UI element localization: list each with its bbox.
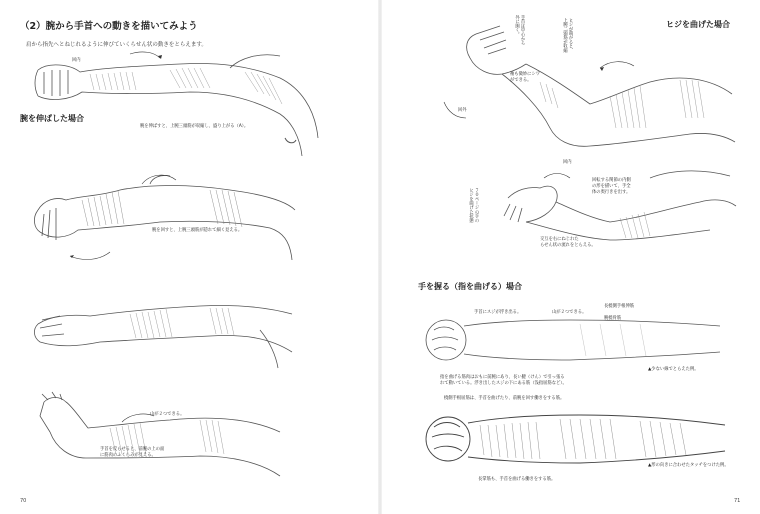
fist-sketch-2 <box>420 395 740 490</box>
label-kaigai: 回外 <box>458 108 467 113</box>
arm-sketch-1 <box>30 48 320 158</box>
note-biceps <box>562 18 573 78</box>
flexor-text: は、手首を曲げたり、前腕を回す働きをする筋。 <box>469 396 565 401</box>
note-spiral-line1: 交互を右にねじれた <box>540 237 579 242</box>
note-b-line2: 上腕二頭筋が収縮 <box>562 18 568 53</box>
caption-fig4-line2: に筋肉のふくらみが見える。 <box>100 453 156 458</box>
label-muscle-1: 長橈側手根伸筋 <box>604 304 635 309</box>
caption-fig2: 腕を回すと、上腕三頭筋が隠れて細く見える。 <box>152 228 243 233</box>
note-spiral-line2: らせん状の流れをとらえる。 <box>540 243 596 248</box>
note-a-line2: 外に開く。 <box>514 15 520 37</box>
note-sleeve-line1: 袖も微妙にシワ <box>510 72 541 77</box>
flexor-note <box>444 396 564 402</box>
label-kainai-right: 回内 <box>563 160 572 165</box>
note-joint-line2: の形を描いて、手全 <box>592 184 631 189</box>
section-heading-elbow: ヒジを曲げた場合 <box>666 20 730 29</box>
note-wrist-opens <box>514 15 525 75</box>
note-joint-line1: 回転する関節の内側 <box>592 178 631 183</box>
right-page <box>380 0 760 514</box>
caption-fig1: 腕を伸ばすと、上腕三頭筋が収縮し、盛り上がる（A）。 <box>140 124 249 129</box>
fist-note-line1: 指を曲げる筋肉はおもに前腕にあり、長い腱（けん）で引っ張る <box>440 375 565 380</box>
caption-touch: ▲形の向きに合わせたタッチをつけた例。 <box>648 463 729 468</box>
note-b-line1: ヒジが曲がると、 <box>568 18 573 53</box>
ref-line1: ７０ページの手の <box>474 188 479 223</box>
section-heading-fist: 手を握る（指を曲げる）場合 <box>418 282 522 291</box>
note-reference <box>468 188 479 248</box>
page-number-right: 71 <box>734 498 741 504</box>
note-sleeve-line2: ができる。 <box>510 78 532 83</box>
label-suji: 手首にスジが浮き出る。 <box>474 310 522 315</box>
note-a-line1: 手首は中心から <box>520 15 525 46</box>
ref-line2: ヒジを曲げた状態 <box>468 188 474 223</box>
fist-note-line2: れて動いている。浮き出したスジの下にある筋（浅指屈筋など）。 <box>440 381 567 386</box>
page-number-left: 70 <box>20 498 27 504</box>
arm-sketch-2 <box>30 170 300 265</box>
label-kainai-top: 回内 <box>72 58 81 63</box>
label-muscle-2: 腕橈骨筋 <box>604 316 622 321</box>
flexor-name: 橈側手根屈筋 <box>444 396 470 401</box>
extensor-text: も、手首を曲げる働きをする筋。 <box>490 477 556 482</box>
page-title: （2）腕から手首への動きを描いてみよう <box>20 21 198 32</box>
caption-fig4-line1: 手首を反らせると、前腕の上の面 <box>100 447 165 452</box>
extensor-name: 長掌筋 <box>478 477 491 482</box>
extensor-note <box>478 477 555 483</box>
arm-sketch-3 <box>30 290 300 370</box>
label-yama-left: 山が２つできる。 <box>150 412 185 417</box>
note-joint-line3: 体の奥行きを出す。 <box>592 190 631 195</box>
section-heading-extended: 腕を伸ばした場合 <box>20 114 84 123</box>
label-yama-right: 山が２つできる。 <box>552 310 587 315</box>
elbow-sketch-1 <box>440 18 740 158</box>
intro-text: 肩から指先へとねじれるように伸びていくらせん状の動きをとらえます。 <box>26 42 207 48</box>
arm-sketch-4 <box>30 392 290 492</box>
caption-few-lines: ▲少ない線でとらえた例。 <box>648 367 699 372</box>
